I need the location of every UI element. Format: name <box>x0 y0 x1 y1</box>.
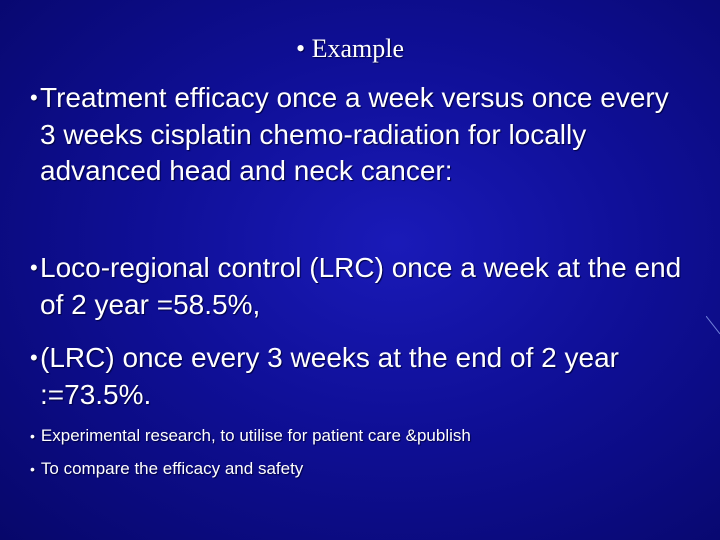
bullet-icon: • <box>30 345 38 370</box>
bullet-text: (LRC) once every 3 weeks at the end of 2 year :=73.5%. <box>40 342 619 410</box>
small-bullet-text: To compare the efficacy and safety <box>40 459 304 478</box>
small-bullet-text: Experimental research, to utilise for patient care &publish <box>40 426 471 445</box>
bullet-item <box>30 250 712 323</box>
bullet-item <box>30 80 690 190</box>
bullet-icon: • <box>30 428 35 444</box>
bullet-icon: • <box>30 461 35 477</box>
bullet-icon: • <box>296 34 306 63</box>
small-bullet-item <box>30 425 471 447</box>
slide-heading <box>296 32 404 66</box>
bullet-text: Loco-regional control (LRC) once a week at the end of 2 year =58.5%, <box>40 252 682 320</box>
bullet-icon: • <box>30 85 38 110</box>
small-bullet-item <box>30 458 303 480</box>
bullet-text: Treatment efficacy once a week versus once every 3 weeks cisplatin chemo-radiation for locally advanced head and neck cancer: <box>40 82 669 186</box>
bullet-item <box>30 340 690 413</box>
bullet-icon: • <box>30 255 38 280</box>
slide-heading-text: Example <box>311 34 405 63</box>
